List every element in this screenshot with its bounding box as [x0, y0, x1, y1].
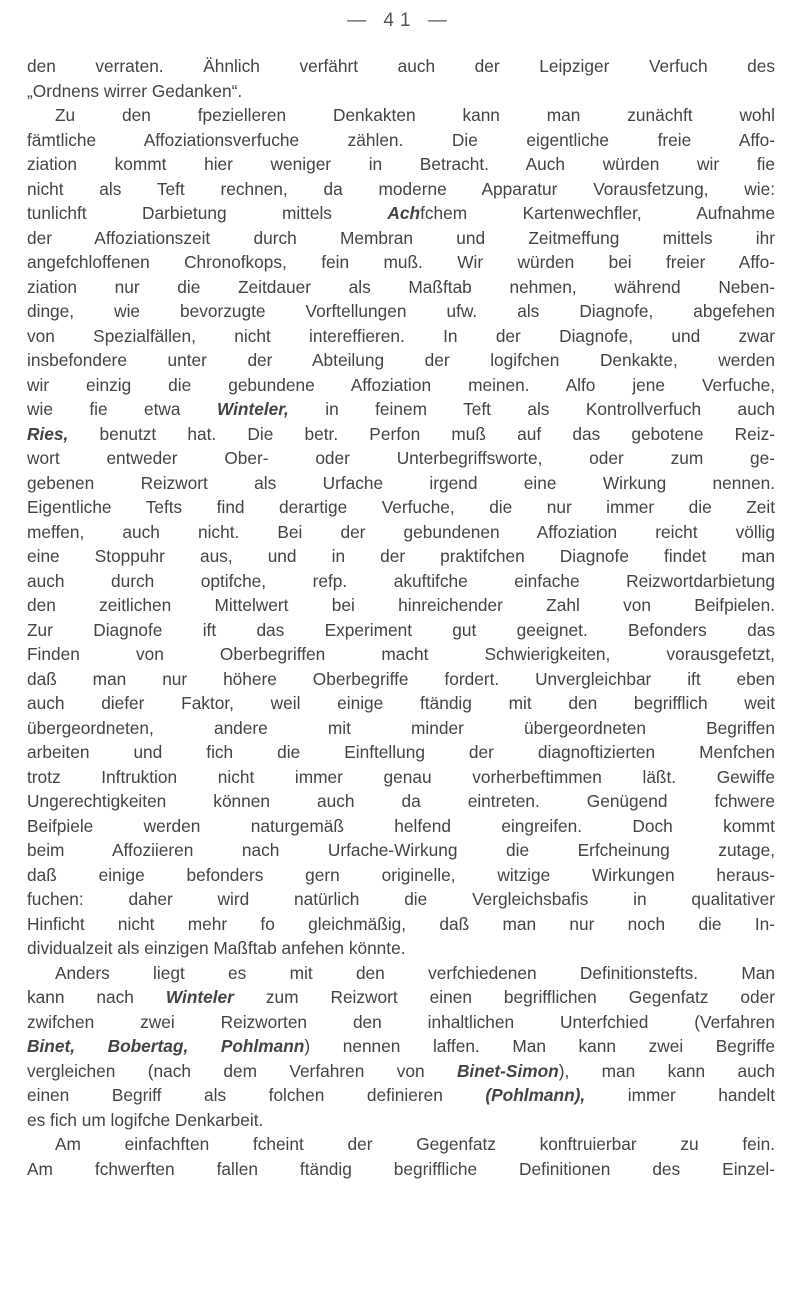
- text-segment: arbeiten und fich die Einftellung der diagnoftizierten Menfchen: [27, 742, 775, 762]
- text-line: [27, 471, 775, 496]
- text-line: [27, 397, 775, 422]
- text-segment: Am einfachften fcheint der Gegenfatz konftruierbar zu fein.: [55, 1134, 775, 1154]
- text-segment: tunlichft Darbietung mittels: [27, 203, 388, 223]
- text-segment: in feinem Teft als Kontrollverfuch auch: [288, 399, 775, 419]
- text-segment: den zeitlichen Mittelwert bei hinreichender Zahl von Beifpielen.: [27, 595, 775, 615]
- text-line: [27, 299, 775, 324]
- text-segment: Finden von Oberbegriffen macht Schwierigkeiten, vorausgefetzt,: [27, 644, 775, 664]
- text-segment: eine Stoppuhr aus, und in der praktifchen Diagnofe findet man: [27, 546, 775, 566]
- text-line: [27, 250, 775, 275]
- text-line: [27, 226, 775, 251]
- text-line: [27, 887, 775, 912]
- text-line: [27, 936, 775, 961]
- text-line: [27, 642, 775, 667]
- text-segment: ), man kann auch: [558, 1060, 775, 1081]
- text-line: [27, 1108, 775, 1133]
- text-line: [27, 985, 775, 1010]
- text-segment: daß man nur höhere Oberbegriffe fordert. Unvergleichbar ift eben: [27, 668, 775, 689]
- text-line: [27, 324, 775, 349]
- text-segment: daß einige befonders gern originelle, witzige Wirkungen heraus-: [27, 864, 775, 885]
- text-segment: Zu den fpezielleren Denkakten kann man zunächft wohl: [55, 105, 775, 125]
- text-segment: auch durch optifche, refp. akuftifche einfache Reizwortdarbietung: [27, 570, 775, 591]
- text-segment: von Spezialfällen, nicht intereffieren. In der Diagnofe, und zwar: [27, 325, 775, 346]
- page-number: — 41 —: [347, 10, 453, 31]
- text-segment: zum Reizwort einen begrifflichen Gegenfatz oder: [233, 987, 775, 1007]
- text-line: [27, 740, 775, 765]
- text-line: [27, 618, 775, 643]
- text-line: [27, 593, 775, 618]
- text-line: [27, 716, 775, 741]
- text-line: [27, 544, 775, 569]
- text-segment: „Ordnens wirrer Gedanken“.: [27, 80, 243, 101]
- body-text: [27, 54, 775, 1181]
- text-line: [27, 128, 775, 153]
- author-name: (Pohlmann),: [485, 1085, 586, 1105]
- text-segment: immer handelt: [585, 1085, 775, 1105]
- text-segment: einen Begriff als folchen definieren: [27, 1085, 486, 1105]
- text-line: [27, 1083, 775, 1108]
- text-line: [27, 863, 775, 888]
- text-line: [27, 569, 775, 594]
- author-name: Ries,: [27, 423, 69, 444]
- text-segment: Zur Diagnofe ift das Experiment gut geeignet. Befonders das: [27, 619, 775, 640]
- text-segment: wir einzig die gebundene Affoziation meinen. Alfo jene Verfuche,: [27, 374, 775, 395]
- text-line: [27, 1059, 775, 1084]
- text-segment: es fich um logifche Denkarbeit.: [27, 1109, 264, 1130]
- text-segment: benutzt hat. Die betr. Perfon muß auf das gebotene Reiz-: [68, 423, 775, 444]
- text-line: [27, 1034, 775, 1059]
- text-segment: fchem Kartenwechfler, Aufnahme: [420, 203, 775, 223]
- text-line: [27, 495, 775, 520]
- text-line: [27, 103, 775, 128]
- text-line: [27, 912, 775, 937]
- text-line: [27, 838, 775, 863]
- text-segment: ziation kommt hier weniger in Betracht. Auch würden wir fie: [27, 154, 775, 174]
- text-line: [27, 1010, 775, 1035]
- text-line: [27, 1132, 775, 1157]
- text-line: [27, 789, 775, 814]
- text-segment: Anders liegt es mit den verfchiedenen Definitionstefts. Man: [55, 962, 775, 983]
- text-segment: wort entweder Ober- oder Unterbegriffsworte, oder zum ge-: [27, 448, 775, 468]
- text-segment: beim Affoziieren nach Urfache-Wirkung die Erfcheinung zutage,: [27, 840, 775, 860]
- text-line: [27, 275, 775, 300]
- text-line: [27, 79, 775, 104]
- author-name: Binet, Bobertag, Pohlmann: [27, 1036, 305, 1056]
- text-segment: wie fie etwa: [27, 399, 217, 419]
- text-segment: ziation nur die Zeitdauer als Maßftab nehmen, während Neben-: [27, 276, 775, 297]
- text-segment: trotz Inftruktion nicht immer genau vorherbeftimmen läßt. Gewiffe: [27, 766, 775, 787]
- text-segment: übergeordneten, andere mit minder übergeordneten Begriffen: [27, 717, 775, 738]
- text-line: [27, 54, 775, 79]
- text-line: [27, 348, 775, 373]
- text-segment: dividualzeit als einzigen Maßftab anfehen könnte.: [27, 938, 406, 958]
- text-segment: Ungerechtigkeiten können auch da eintreten. Genügend fchwere: [27, 791, 775, 811]
- text-segment: fämtliche Affoziationsverfuche zählen. Die eigentliche freie Affo-: [27, 129, 775, 150]
- text-segment: zwifchen zwei Reizworten den inhaltlichen Unterfchied (Verfahren: [27, 1011, 775, 1032]
- text-segment: auch diefer Faktor, weil einige ftändig mit den begrifflich weit: [27, 693, 775, 713]
- text-line: [27, 201, 775, 226]
- text-segment: meffen, auch nicht. Bei der gebundenen Affoziation reicht völlig: [27, 521, 775, 542]
- text-segment: gebenen Reizwort als Urfache irgend eine Wirkung nennen.: [27, 472, 775, 493]
- text-segment: angefchloffenen Chronofkops, fein muß. Wir würden bei freier Affo-: [27, 252, 775, 272]
- text-line: [27, 961, 775, 986]
- text-segment: ) nennen laffen. Man kann zwei Begriffe: [304, 1036, 775, 1056]
- text-segment: der Affoziationszeit durch Membran und Zeitmeffung mittels ihr: [27, 227, 775, 248]
- text-line: [27, 152, 775, 177]
- text-segment: kann nach: [27, 987, 166, 1007]
- text-line: [27, 422, 775, 447]
- text-segment: vergleichen (nach dem Verfahren von: [27, 1060, 457, 1081]
- author-name: Ach: [387, 203, 421, 223]
- author-name: Winteler: [165, 987, 234, 1007]
- text-segment: nicht als Teft rechnen, da moderne Apparatur Vorausfetzung, wie:: [27, 178, 775, 199]
- text-segment: insbefondere unter der Abteilung der logifchen Denkakte, werden: [27, 350, 775, 370]
- text-segment: Eigentliche Tefts find derartige Verfuche, die nur immer die Zeit: [27, 497, 775, 517]
- text-segment: Hinficht nicht mehr fo gleichmäßig, daß man nur noch die In-: [27, 913, 775, 934]
- text-line: [27, 765, 775, 790]
- text-line: [27, 814, 775, 839]
- text-segment: Beifpiele werden naturgemäß helfend eingreifen. Doch kommt: [27, 815, 775, 836]
- author-name: Binet-Simon: [456, 1060, 559, 1081]
- text-line: [27, 373, 775, 398]
- text-line: [27, 446, 775, 471]
- text-segment: dinge, wie bevorzugte Vorftellungen ufw. als Diagnofe, abgefehen: [27, 301, 775, 321]
- text-line: [27, 691, 775, 716]
- text-segment: Am fchwerften fallen ftändig begriffliche Definitionen des Einzel-: [27, 1158, 775, 1179]
- author-name: Winteler,: [216, 399, 289, 419]
- text-line: [27, 520, 775, 545]
- text-line: [27, 177, 775, 202]
- text-segment: fuchen: daher wird natürlich die Vergleichsbafis in qualitativer: [27, 889, 775, 909]
- text-segment: den verraten. Ähnlich verfährt auch der Leipziger Verfuch des: [27, 56, 775, 76]
- text-line: [27, 1157, 775, 1182]
- text-line: [27, 667, 775, 692]
